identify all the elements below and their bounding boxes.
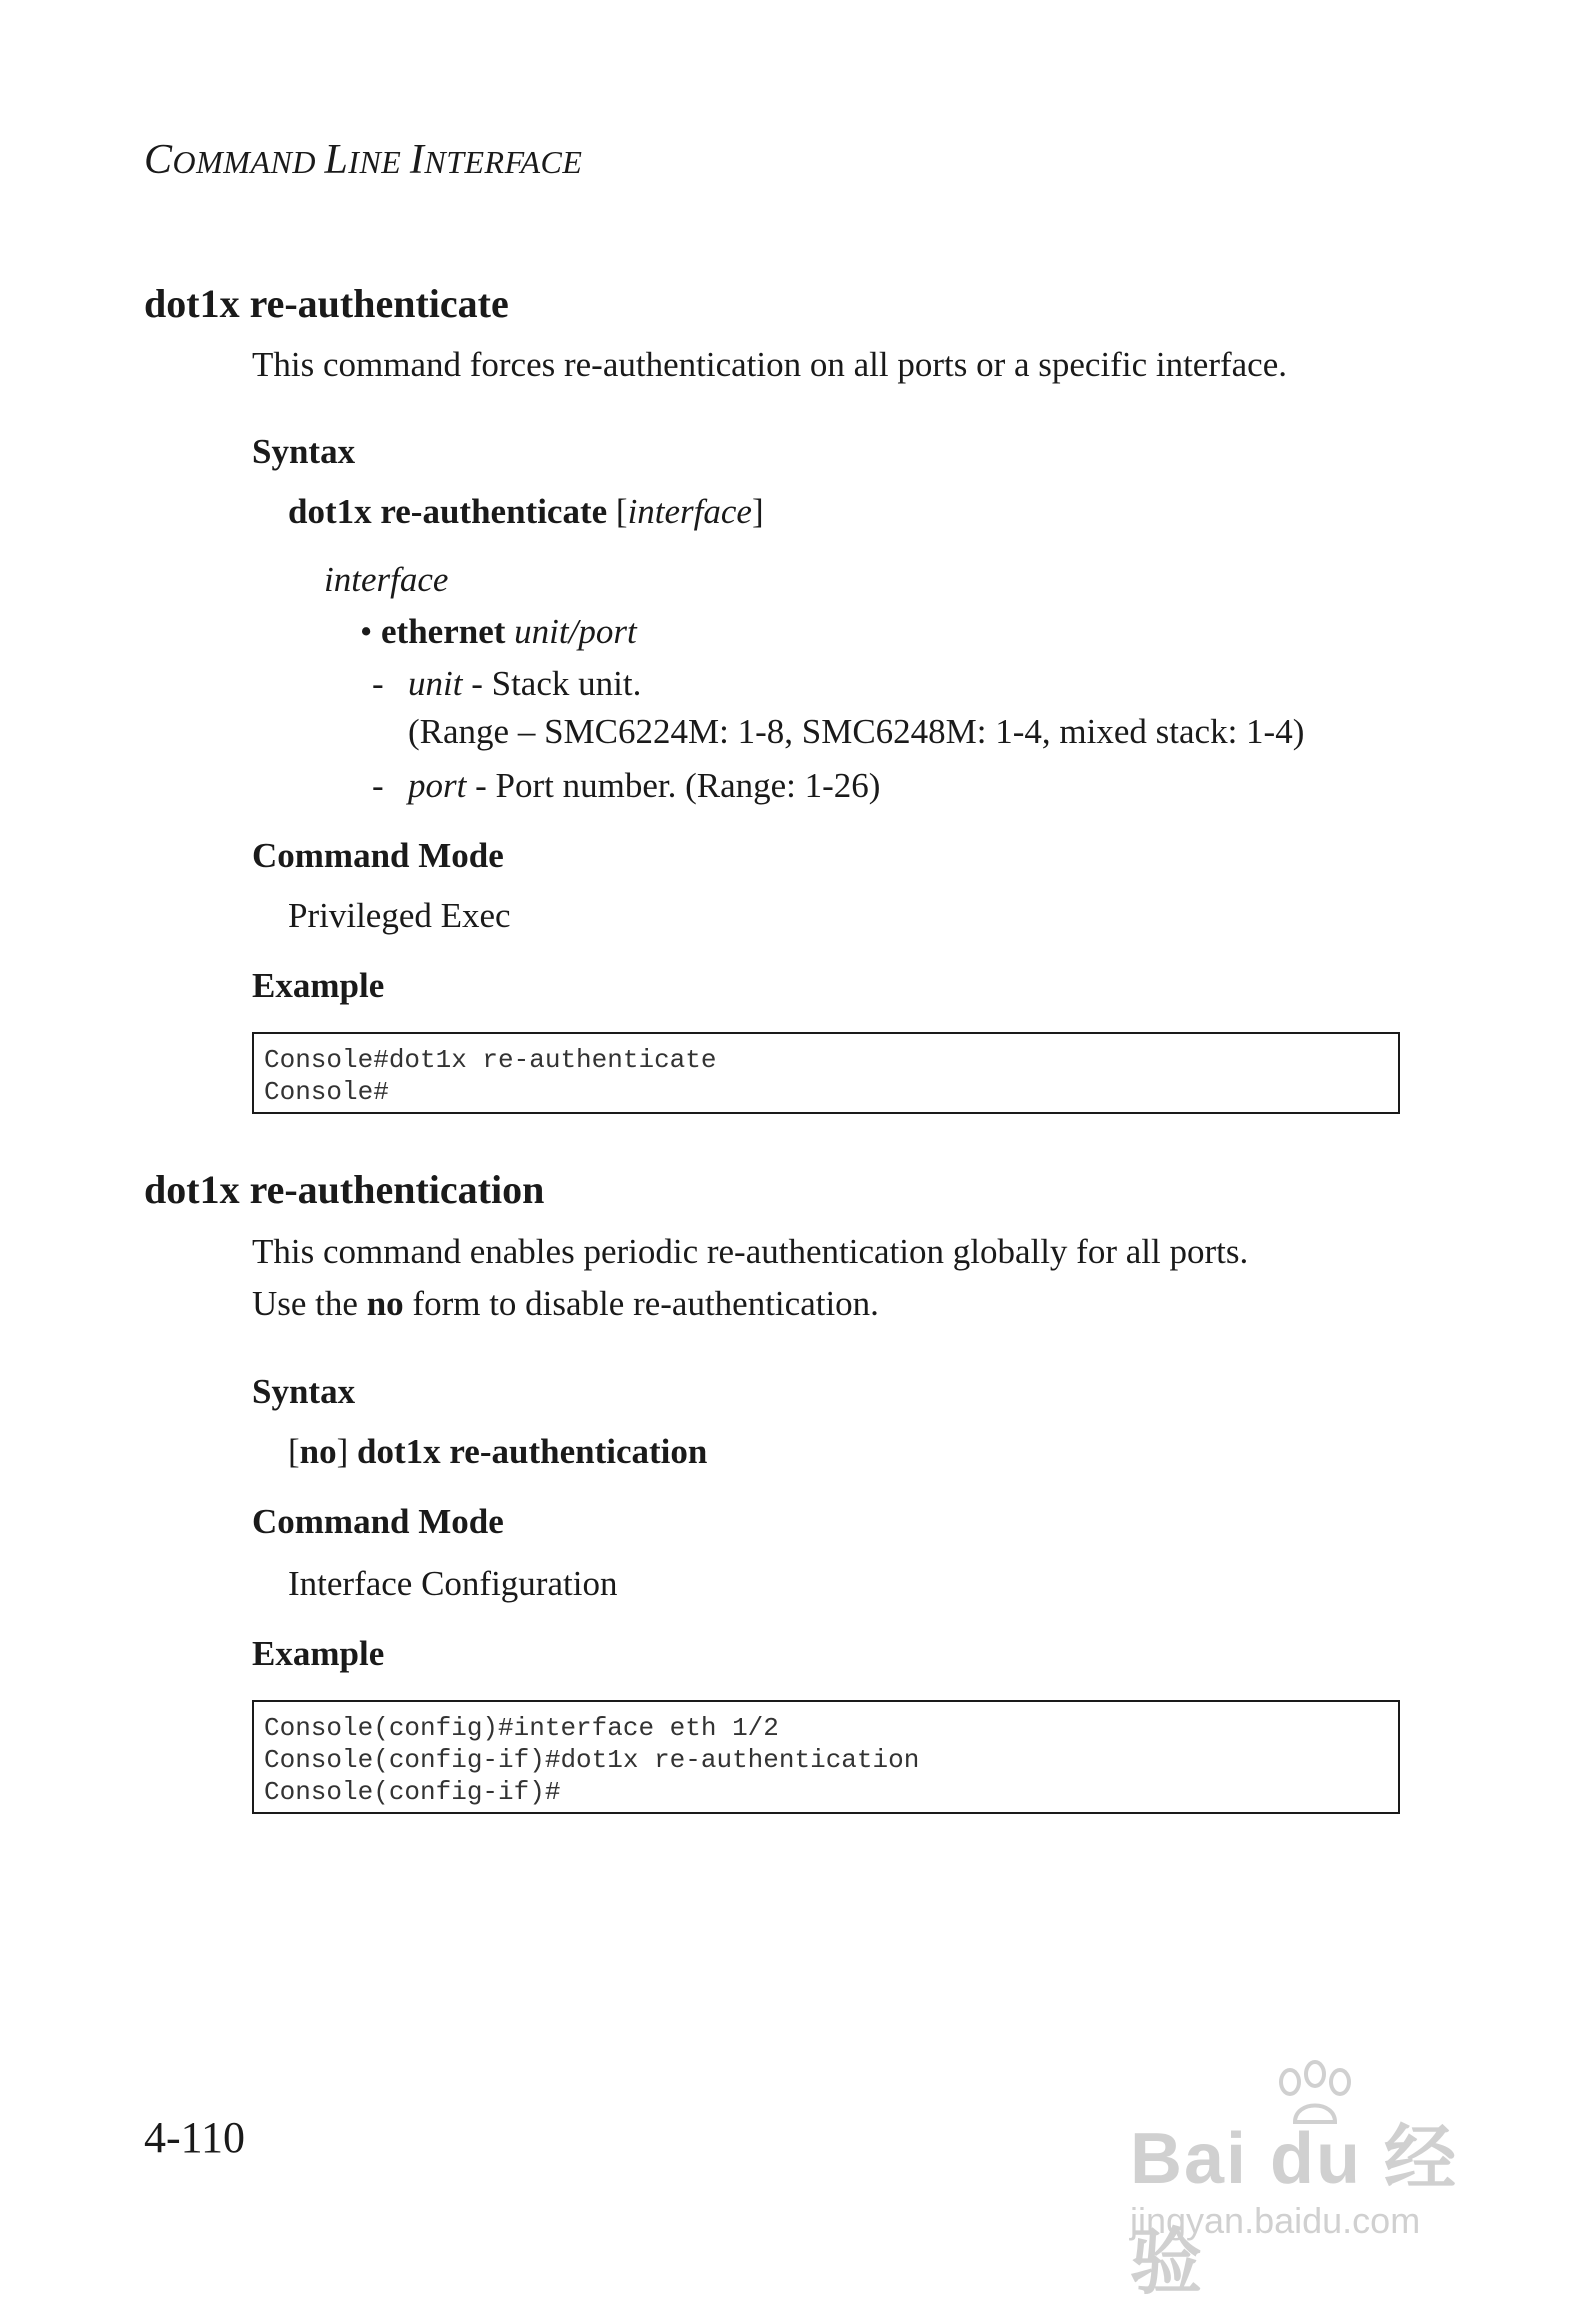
section2-desc-pre: Use the [252, 1284, 367, 1323]
code-line: Console(config-if)# [264, 1777, 561, 1807]
watermark-brand: Bai du 经验 [1130, 2119, 1459, 2303]
section2-syntax-line [288, 1432, 707, 1472]
section2-syntax-heading: Syntax [252, 1372, 356, 1411]
bullet-symbol: • [360, 612, 373, 651]
section2-syntax-open: [ [288, 1432, 300, 1471]
section2-desc-line1: This command enables periodic re-authentication globally for all ports. [252, 1232, 1249, 1271]
section1-mode-heading: Command Mode [252, 836, 504, 875]
section2-desc-line2 [252, 1284, 879, 1324]
section2-desc-bold: no [366, 1284, 404, 1323]
section2-desc-post: form to disable re-authentication. [403, 1284, 879, 1323]
unit-range: (Range – SMC6224M: 1-8, SMC6248M: 1-4, mixed stack: 1-4) [408, 712, 1305, 751]
bullet-args: unit/port [514, 612, 637, 651]
header-cap-l: L [324, 137, 349, 183]
section1-description: This command forces re-authentication on all ports or a specific interface. [252, 345, 1287, 384]
section1-example-heading: Example [252, 966, 385, 1005]
header-rest-command: OMMAND [172, 144, 325, 180]
section1-code-block [252, 1032, 1400, 1114]
code-line: Console# [264, 1077, 389, 1107]
running-header [144, 136, 582, 184]
unit-line [408, 664, 641, 704]
section2-mode-heading: Command Mode [252, 1502, 504, 1541]
header-cap-c: C [144, 137, 173, 183]
section2-mode-value: Interface Configuration [288, 1564, 618, 1603]
page-number: 4-110 [144, 2113, 246, 2162]
param-name: interface [324, 560, 449, 599]
unit-name: unit [408, 664, 463, 703]
bullet-ethernet [360, 612, 637, 652]
port-dash: - [372, 766, 384, 805]
section1-syntax-open: [ [615, 492, 628, 531]
port-desc: - Port number. (Range: 1-26) [466, 766, 881, 805]
header-rest-line: INE [348, 144, 410, 180]
section1-syntax-close: ] [751, 492, 764, 531]
watermark-url: jingyan.baidu.com [1130, 2200, 1421, 2241]
section2-code-block [252, 1700, 1400, 1814]
code-line: Console(config-if)#dot1x re-authentication [264, 1745, 920, 1775]
section2-syntax-no: no [299, 1432, 337, 1471]
section2-syntax-close: ] [336, 1432, 349, 1471]
port-line [408, 766, 880, 806]
code-line: Console(config)#interface eth 1/2 [264, 1713, 779, 1743]
section2-syntax-cmd: dot1x re-authentication [348, 1432, 708, 1471]
unit-desc: - Stack unit. [462, 664, 642, 703]
header-rest-interface: NTERFACE [424, 144, 583, 180]
section1-syntax-param: interface [627, 492, 752, 531]
section2-title: dot1x re-authentication [144, 1167, 545, 1212]
section2-example-heading: Example [252, 1634, 385, 1673]
bullet-keyword: ethernet [381, 612, 506, 651]
port-name: port [408, 766, 467, 805]
section1-syntax-cmd: dot1x re-authenticate [288, 492, 608, 531]
code-line: Console#dot1x re-authenticate [264, 1045, 717, 1075]
unit-dash: - [372, 664, 384, 703]
header-cap-i: I [409, 137, 425, 183]
section1-mode-value: Privileged Exec [288, 896, 511, 935]
section1-syntax-line [288, 492, 764, 532]
baidu-watermark [1120, 2060, 1500, 2303]
section1-title: dot1x re-authenticate [144, 281, 509, 326]
section1-syntax-heading: Syntax [252, 432, 356, 471]
